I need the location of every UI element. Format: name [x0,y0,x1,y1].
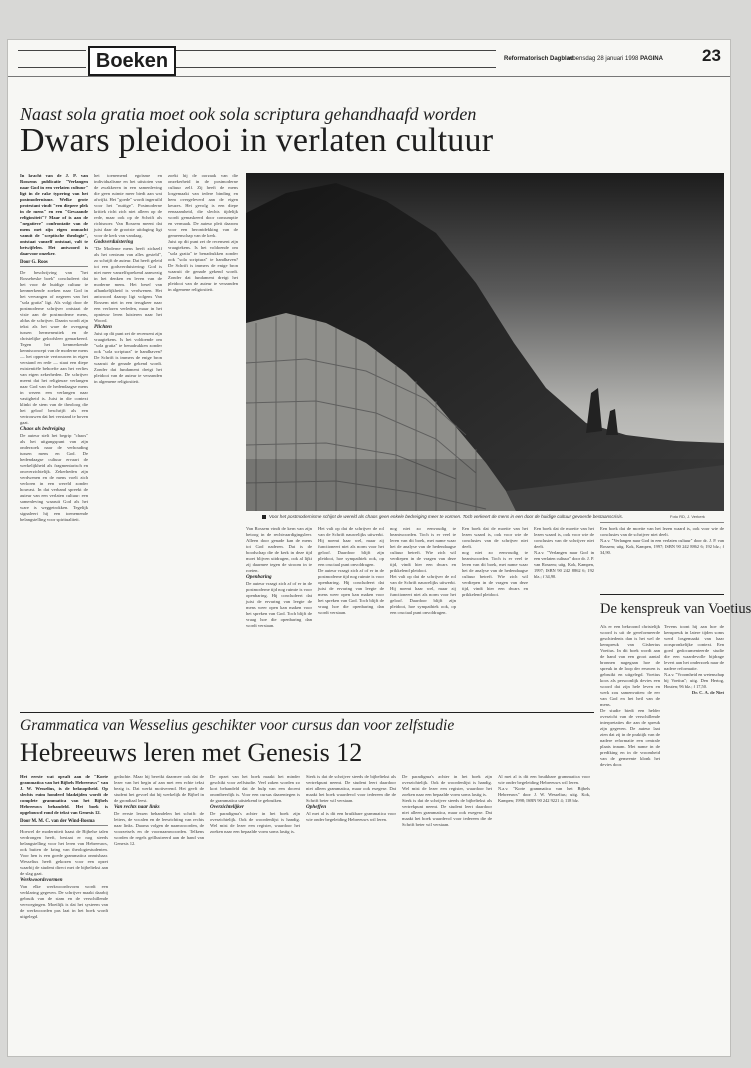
article-paragraph: Het valt op dat de schrijver de rol van de Schrift nauwelijks uitwerkt. Hij noemt haar wel, maar zij functioneert niet als norm voor het geloof. Daardoor blijft zijn pleidooi, hoe sympathiek ook, op een cruciaal punt onvoldragen. [318,526,384,567]
article-column-3 [168,173,238,703]
article-column-1 [20,173,88,703]
article-paragraph: Al met al is dit een bruikbare grammatica voor wie onder begeleiding Hebreeuws wil leren. [498,774,590,785]
article-signoff: Dr. C. A. de Niet [691,690,724,695]
column-rule [600,522,724,523]
article-paragraph: Van Rossem vindt de kern van zijn betoog in de rechtvaardigingsleer. Alleen door genade kan de mens tot God naderen. Dat is de boodschap die de kerk in deze tijd moet blijven uitdragen, ook al lijkt zij daarmee tegen de stroom in te roeien. [246,526,312,573]
side-article-column-2 [664,624,724,1036]
article-byline: Door G. Roos [20,259,88,267]
subheading: Godsverduistering [94,239,134,245]
article-paragraph: Juist op dit punt zet de recensent zijn vraagtekens. Is het voldoende om "sola gratia" te benadrukken zonder ook "sola scriptura" te handhaven? De Schrift is immers de enige bron waaruit de genade gekend wordt. Zonder dat fundament dreigt het pleidooi van de auteur te verzanden in algemene religiositeit. [94,331,162,384]
side-article-column-1 [600,624,660,1036]
article-kicker: Naast sola gratia moet ook sola scriptura gehandhaafd worden [20,104,477,124]
newspaper-page [8,40,751,1056]
article-column-4 [246,526,312,706]
article-headline: Hebreeuws leren met Genesis 12 [20,738,363,767]
article-paragraph: Tevens toont hij aan hoe de kenspreuk in latere tijden soms werd losgemaakt van haar oorspronkelijke context. Een goed gedocumenteerde studie die een waardevolle bijdrage levert aan het onderzoek naar de nadere reformatie. [664,624,724,671]
photo-caption: Voor het postmodernisme schijnt de wereld als chaos geen enkele bedreiging meer te vormen. Toch verkeert de mens in een door de huidige cultuur gevoerde bestaanscrisis. [262,514,632,519]
subheading: Overzichtelijker [210,804,244,810]
photo-credit: Foto RD, J. Verkerk [670,514,705,519]
issue-date: woensdag 28 januari 1998 PAGINA [568,56,663,62]
article-paragraph: De auteur vraagt zich af of er in de postmoderne tijd nog ruimte is voor openbaring. Hij concludeert dat juist de ervaring van leegte de mens weer open kan maken voor het spreken van God. Toch blijft de vraag hoe die openbaring dan wordt verstaan. [246,581,312,628]
article-intro: Het eerste wat opvalt aan de "Korte grammatica van het Bijbels Hebreeuws" van J. W. Wesselius, is de beknoptheid. Op slechts ruim honderd bladzijden wordt de complete grammatica van het Bijbels Hebreeuws behandeld. Het boek is opgebouwd rond de tekst van Genesis 12. [20,774,108,815]
article-paragraph: "De Moderne mens heeft zichzelf als het centrum van alles gesteld", zo schrijft de auteur. Dat heeft geleid tot een godsverduistering: God is niet meer vanzelfsprekend aanwezig in het denken en leven van de moderne mens. Het besef van afhankelijkheid is verdwenen. Het antwoord daarop ligt volgens Van Rossem niet in een terugkeer naar een verloren verleden, maar in het opnieuw leren luisteren naar het Woord. [94,246,162,323]
article-source: N.a.v. "Verlangen naar God in een verlaten cultuur" door dr. J. P. van Rossem; uitg. Kok, Kampen, 1997; ISBN 90 242 8862 6; 192 blz.; f 34,90. [534,550,594,579]
article-paragraph: Van elke werkwoordsvorm wordt een verklaring gegeven. De schrijver maakt daarbij gebruik van de stam en de verschillende vervoegingen. Moeilijk is dat het systeem van de werkwoorden pas laat in het boek wordt uitgelegd. [20,884,108,919]
article-source: N.a.v. "Verlangen naar God in een verlaten cultuur" door dr. J. P. van Rossem; uitg. Kok, Kampen, 1997; ISBN 90 242 8862 6; 192 blz.; f 34,90. [600,538,724,555]
article-headline: Dwars pleidooi in verlaten cultuur [20,122,494,159]
article-paragraph: De paradigma's achter in het boek zijn overzichtelijk. Ook de woordenlijst is handig. Wel mist de lezer een register, waardoor het zoeken naar een bepaalde vorm soms lastig is. [402,774,492,797]
article-paragraph: Een boek dat de moeite van het lezen waard is, ook voor wie de conclusies van de schrijver niet deelt. [462,526,528,549]
page-header [8,40,730,78]
side-article-headline: De kenspreuk van Voetius [600,601,751,617]
article-paragraph: De eerste lessen behandelen het schrift: de letters, de vocalen en de leesrichting van rechts naar links. Daarna volgen de naamwoorden, de voorzetsels en de voornaamwoorden. Telkens worden de regels geïllustreerd aan de hand van Genesis 12. [114,811,204,846]
subheading: Opheffen [306,804,327,810]
article-source: N.a.v. "Vroomheid en wetenschap bij Voetius"; uitg. Den Hertog, Houten; 96 blz.; f 17,50. [664,672,724,689]
article-paragraph: Een boek dat de moeite van het lezen waard is, ook voor wie de conclusies van de schrijver niet deelt. [600,526,724,537]
article-paragraph: De auteur vraagt zich af of er in de postmoderne tijd nog ruimte is voor openbaring. Hij concludeert dat juist de ervaring van leegte de mens weer open kan maken voor het spreken van God. Toch blijft de vraag hoe die openbaring dan wordt verstaan. [318,568,384,615]
article-paragraph: De opzet van het boek maakt het minder geschikt voor zelfstudie. Veel zaken worden zo kort behandeld dat de hulp van een docent onontbeerlijk is. Voor een cursus daarentegen is de grammatica uitstekend te gebruiken. [210,774,300,803]
article-paragraph: nog niet zo eenvoudig te beantwoorden. Toch is er veel te leren van dit boek, met name waar het de analyse van de hedendaagse cultuur betreft. Wie zich wil verdiepen in de vragen van deze tijd, vindt hier een dwars en prikkelend pleidooi. [390,526,456,573]
basalt-cliff-image [246,173,724,511]
subheading: Plichten [94,324,112,330]
subheading: Openbaring [246,574,272,580]
article-paragraph: De studie biedt een helder overzicht van de verschillende interpretaties die aan de spreuk zijn gegeven. De auteur laat zien dat zij in de praktijk van de nadere reformatie een centrale plaats innam. Met name in de prediking en in de vroomheid van de gemeente klonk het devies door. [600,708,660,767]
caption-marker-icon [262,515,266,519]
article-paragraph: Als er een bekroond christelijk woord is uit de gereformeerde geschiedenis dan is het wel de kenspreuk van Gisbertus Voetius. In dit boek wordt aan de hand van een groot aantal bronnen nagegaan hoe de spreuk in de loop der eeuwen is gebruikt en uitgelegd. Voetius koos als persoonlijk devies een woord dat zijn hele leven en werk zou samenvatten: de eer van God en het heil van de mens. [600,624,660,707]
article-column-7 [462,526,528,706]
article-column-8 [534,526,594,636]
article-paragraph: Juist op dit punt zet de recensent zijn vraagtekens. Is het voldoende om "sola gratia" te benadrukken zonder ook "sola scriptura" te handhaven? De Schrift is immers de enige bron waaruit de genade gekend wordt. Zonder dat fundament dreigt het pleidooi van de auteur te verzanden in algemene religiositeit. [168,239,238,292]
article-column-5 [318,526,384,706]
article-source: N.a.v. "Korte grammatica van het Bijbels Hebreeuws" door J. W. Wesselius; uitg. Kok, Kampen; 1998; ISBN 90 242 9221 4; 118 blz. [498,786,590,803]
article3-column-4 [306,774,396,1048]
article-byline: Door M. M. C. van der Wind-Bosma [20,818,108,826]
article-column-9 [600,526,724,590]
article3-column-2 [114,774,204,1048]
article-paragraph: Een boek dat de moeite van het lezen waard is, ook voor wie de conclusies van de schrijver niet deelt. [534,526,594,549]
section-label: Boeken [88,46,176,76]
article3-column-1 [20,774,108,1048]
article-photo [246,173,724,511]
article-column-6 [390,526,456,706]
article-paragraph: De beschrijving van "het Rossebeske boek" concludeert dat het voor de huidige cultuur te kenmerkende zoeken naar God in het vervangen of negeren van het "sola gratia" ligt. Als volgt door de postmoderne schrijver ontstaat de visie aan de postmoderne mens, aldus de schrijver. Daarin wordt zijn tekst als het ware de overgang tussen hermeneutiek en de christelijke geloofsleer gemarkeerd. Tegen het kenmerkende kennisconcept van de moderne mens — het opperste vertrouwen in eigen verstand en rede — staat een diepe existentiële behoefte aan het verlies van eigen zekerheden. De schrijver meent dat het religieuze verlangen naar God van de hedendaagse mens in wezen een verlangen naar vastigheid is. Juist in die context klinkt de stem van de theoloog die het geloof beschrijft als een vertrouwen dat het verstand te boven gaat. [20,270,88,425]
subheading: Van rechts naar links [114,804,160,810]
article3-column-6 [498,774,590,1048]
article-column-2 [94,173,162,703]
header-rule [8,76,730,77]
subheading: Werkwoordsvormen [20,877,63,883]
subheading: Chaos als bedreiging [20,426,65,432]
paper-name: Reformatorisch Dagblad [504,56,574,62]
article3-column-5 [402,774,492,1048]
header-ornament-right [176,50,496,68]
article-paragraph: nog niet zo eenvoudig te beantwoorden. Toch is er veel te leren van dit boek, met name waar het de analyse van de hedendaagse cultuur betreft. Wie zich wil verdiepen in de vragen van deze tijd, vindt hier een dwars en prikkelend pleidooi. [462,550,528,597]
section-rule [20,712,594,713]
article-paragraph: gedachte. Maar hij bereikt daarmee ook dat de lezer van het begin af aan met een echte tekst bezig is. Dat werkt motiverend. Het geeft de student het gevoel dat hij werkelijk de Bijbel in de grondtaal leest. [114,774,204,803]
article-kicker: Grammatica van Wesselius geschikter voor cursus dan voor zelfstudie [20,717,455,734]
article-paragraph: Hoewel de moderniteit haast de Bijbelse talen verdrongen heeft, bestaat er nog steeds belangstelling voor het leren van Hebreeuws, ook buiten de kring van theologiestudenten. Voor hen is een goede grammatica onmisbaar. Wesselius heeft gekozen voor een opzet waarbij de student direct met de bijbeltekst aan de slag gaat. [20,829,108,876]
article-paragraph: het toenemend egoïsme en individualisme en het uitstoten van de zwakkeren in een samenleving die geen ruimte meer biedt aan wat afwijkt. Het "goede" wordt ingeruild voor het "nuttige". Postmoderne kritiek richt zich niet alleen op de rede, maar ook op de Schrift als richtsnoer. Van Rossem meent dat juist daar de grootste uitdaging ligt voor de kerk van vandaag. [94,173,162,238]
article-paragraph: Sterk is dat de schrijver steeds de bijbeltekst als vertrekpunt neemt. De student leert daardoor niet alleen grammatica, maar ook exegese. Dat maakt het boek waardevol voor iedereen die de Schrift beter wil verstaan. [306,774,396,803]
article-paragraph: Sterk is dat de schrijver steeds de bijbeltekst als vertrekpunt neemt. De student leert daardoor niet alleen grammatica, maar ook exegese. Dat maakt het boek waardevol voor iedereen die de Schrift beter wil verstaan. [402,798,492,827]
header-ornament-left [18,50,86,68]
side-article-rule [600,594,724,595]
article-paragraph: Al met al is dit een bruikbare grammatica voor wie onder begeleiding Hebreeuws wil leren. [306,811,396,822]
article-paragraph: Het valt op dat de schrijver de rol van de Schrift nauwelijks uitwerkt. Hij noemt haar wel, maar zij functioneert niet als norm voor het geloof. Daardoor blijft zijn pleidooi, hoe sympathiek ook, op een cruciaal punt onvoldragen. [390,574,456,615]
article-intro: In kracht van de J. P. van Rossems publicatie "Verlangen naar God in een verlaten cultuur" ligt in de rake typering van het postmodernisme. Welke grote protestant vindt "een diepere plek in de mens" en een "Gewaande religiositeit"? Maar of is aan de "negatieve" confrontatie van de mens met zijn eigen onmacht vanuit de "sceptische theologie", ontstaat vanzelf ontstaat, valt te betwijfelen. Het antwoord is daarvoor onzeker. [20,173,88,256]
article-paragraph: De auteur stelt het begrip "chaos" als het uitgangspunt van zijn onderzoek naar de verhouding tussen mens en God. De hedendaagse cultuur ervaart de werkelijkheid als fragmentarisch en onoverzichtelijk. Zekerheden zijn verdwenen en de mens voelt zich verloren in een wereld zonder houvast. In dat verband spreekt de auteur van een verlaten cultuur: een samenleving waaruit God als het ware is weggetrokken. Tegelijk signaleert hij een toenemende belangstelling voor spiritualiteit. [20,433,88,522]
article-paragraph: De paradigma's achter in het boek zijn overzichtelijk. Ook de woordenlijst is handig. Wel mist de lezer een register, waardoor het zoeken naar een bepaalde vorm soms lastig is. [210,811,300,834]
page-number: 23 [702,46,721,65]
article3-column-3 [210,774,300,1048]
article-paragraph: zoekt hij de oorzaak van die onzekerheid in de postmoderne cultuur zelf. Zij heeft de mens losgemaakt van iedere binding en hem overgeleverd aan de eigen keuzes. Het gevolg is een diepe eenzaamheid, die slechts tijdelijk wordt gemaskeerd door consumptie en vermaak. De auteur pleit daarom voor een herontdekking van de gemeenschap van de kerk. [168,173,238,238]
